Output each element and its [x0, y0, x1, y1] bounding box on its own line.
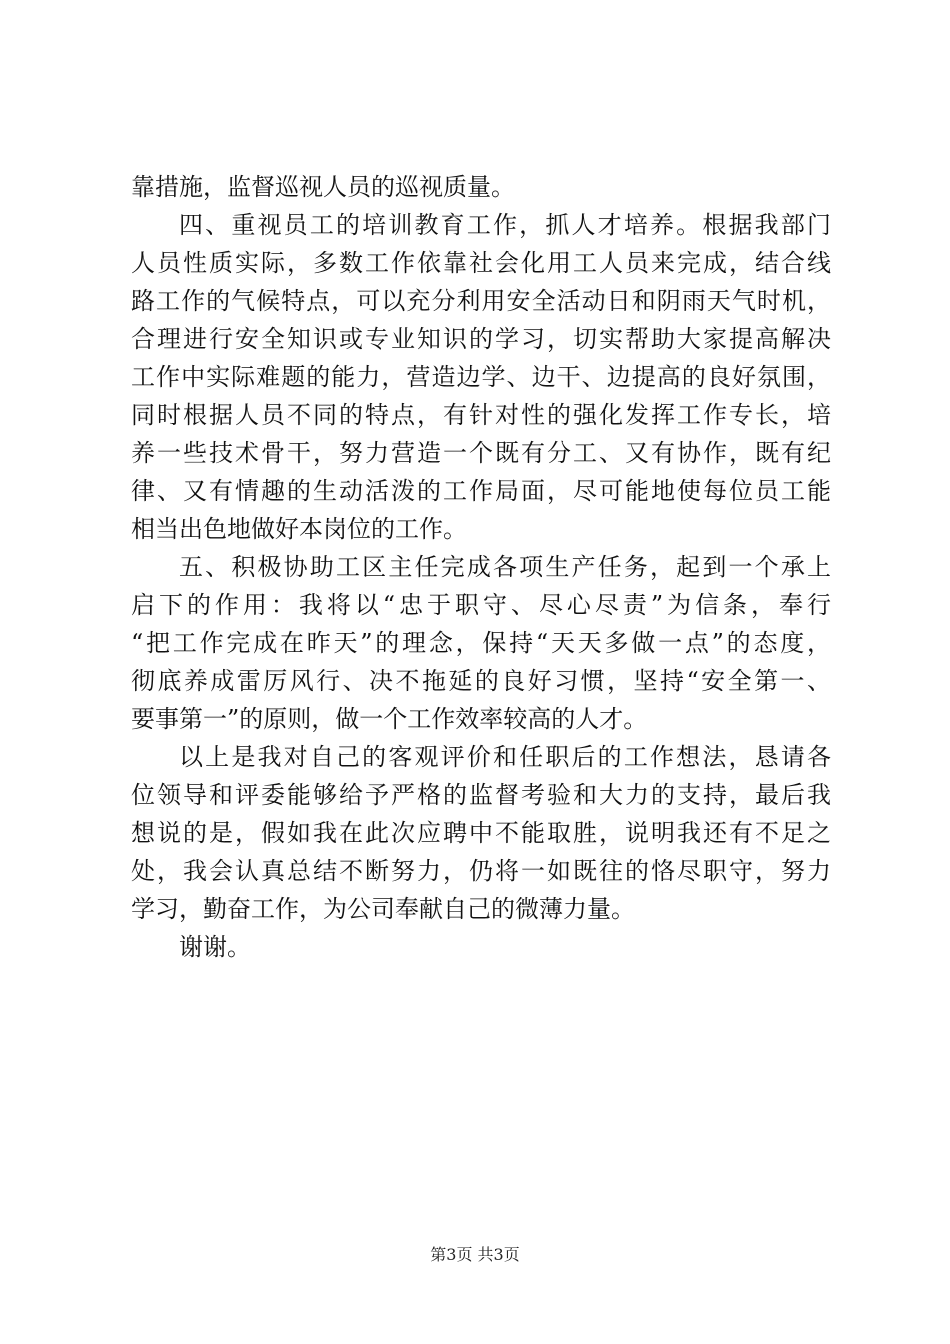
text-line: 位领导和评委能够给予严格的监督考验和大力的支持，最后我	[131, 781, 831, 809]
page-number-footer: 第3页 共3页	[430, 1245, 520, 1264]
text-line: 处，我会认真总结不断努力，仍将一如既往的恪尽职守，努力	[131, 857, 831, 885]
text-line: 要事第一”的原则，做一个工作效率较高的人才。	[131, 705, 648, 733]
text-line: 同时根据人员不同的特点，有针对性的强化发挥工作专长，培	[131, 401, 831, 429]
text-line: 彻底养成雷厉风行、决不拖延的良好习惯，坚持“安全第一、	[131, 667, 831, 695]
text-line: 启下的作用：我将以“忠于职守、尽心尽责”为信条，奉行	[131, 591, 831, 619]
text-line: “把工作完成在昨天”的理念，保持“天天多做一点”的态度，	[131, 629, 831, 657]
text-line: 以上是我对自己的客观评价和任职后的工作想法，恳请各	[179, 743, 831, 771]
text-line: 相当出色地做好本岗位的工作。	[131, 515, 467, 543]
text-line: 五、积极协助工区主任完成各项生产任务，起到一个承上	[179, 553, 831, 581]
text-line: 学习，勤奋工作，为公司奉献自己的微薄力量。	[131, 895, 635, 923]
text-line: 路工作的气候特点，可以充分利用安全活动日和阴雨天气时机，	[131, 287, 831, 315]
text-line: 想说的是，假如我在此次应聘中不能取胜，说明我还有不足之	[131, 819, 831, 847]
text-line: 养一些技术骨干，努力营造一个既有分工、又有协作，既有纪	[131, 439, 831, 467]
text-line: 合理进行安全知识或专业知识的学习，切实帮助大家提高解决	[131, 325, 831, 353]
text-line: 工作中实际难题的能力，营造边学、边干、边提高的良好氛围，	[131, 363, 831, 391]
text-line: 律、又有情趣的生动活泼的工作局面，尽可能地使每位员工能	[131, 477, 831, 505]
text-line: 靠措施，监督巡视人员的巡视质量。	[131, 173, 515, 201]
text-line: 人员性质实际，多数工作依靠社会化用工人员来完成，结合线	[131, 249, 831, 277]
text-line: 四、重视员工的培训教育工作，抓人才培养。根据我部门	[179, 211, 831, 239]
text-line: 谢谢。	[179, 933, 251, 961]
